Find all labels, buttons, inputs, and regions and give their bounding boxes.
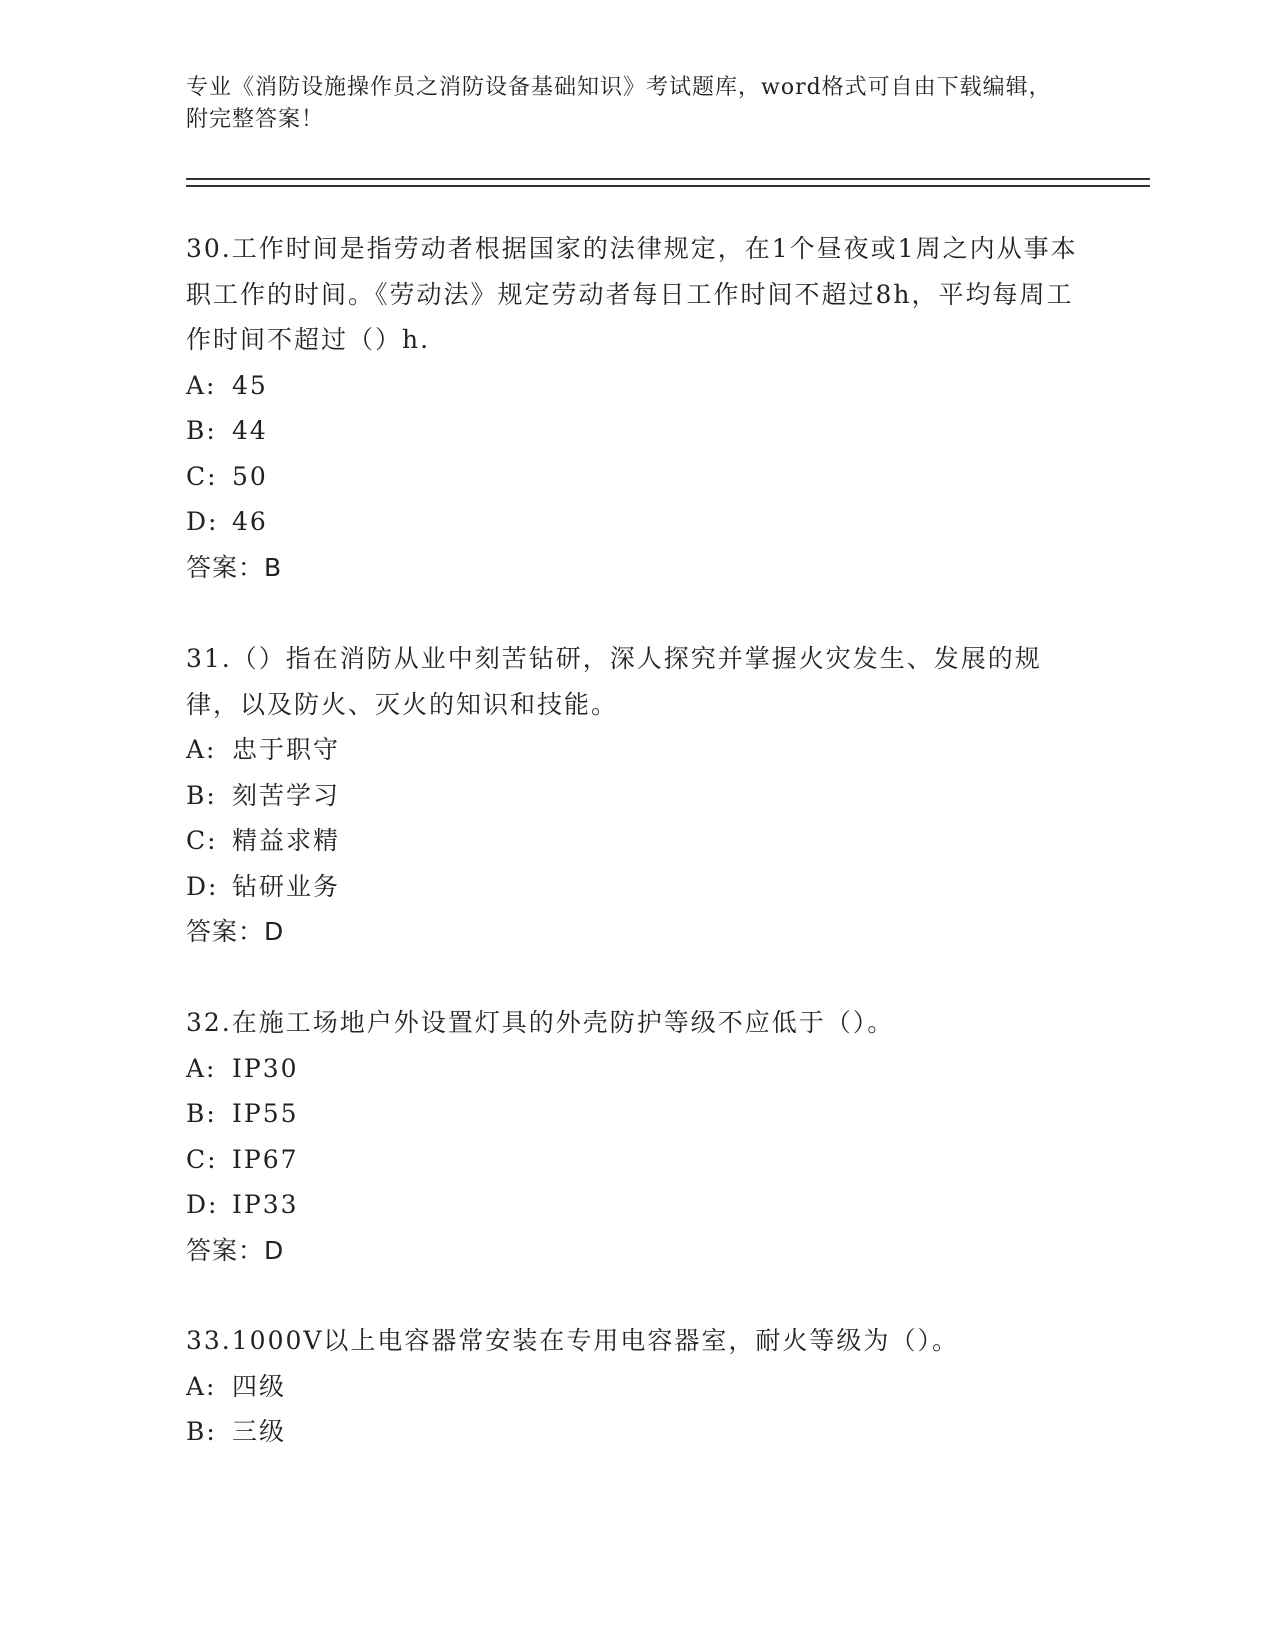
option-d [186,1182,1086,1228]
option-letter: C: [186,1144,218,1174]
option-text: 刻苦学习 [232,780,341,810]
question-stem: 31.（）指在消防从业中刻苦钻研，深人探究并掌握火灾发生、发展的规律，以及防火、灭火的知识和技能。 [186,644,1042,719]
option-a [186,727,1086,773]
option-text: 四级 [232,1371,287,1401]
option-letter: B: [186,1417,217,1446]
option-letter: B: [186,416,217,445]
option-letter: A: [186,1371,217,1401]
document-header: 专业《消防设施操作员之消防设备基础知识》考试题库，word格式可自由下载编辑，附完整答案！ [186,75,1052,132]
option-letter: D: [186,507,219,536]
answer-line: 答案：D [186,1235,285,1265]
option-text: 45 [232,370,268,400]
option-letter: D: [186,1190,219,1219]
option-text: 三级 [232,1417,287,1446]
option-c [186,1137,1086,1183]
option-b [186,1091,1086,1137]
option-text: IP55 [232,1099,299,1128]
option-c [186,818,1086,864]
option-letter: A: [186,735,217,764]
option-text: IP33 [232,1190,299,1219]
option-b [186,773,1086,819]
answer-line: 答案：B [186,552,283,582]
option-c [186,454,1086,500]
option-letter: B: [186,780,217,810]
option-d [186,499,1086,545]
option-a [186,1046,1086,1092]
option-text: 44 [232,416,268,445]
option-text: 精益求精 [232,826,341,855]
option-text: 钻研业务 [232,871,341,901]
option-text: IP67 [232,1144,299,1174]
option-text: 50 [232,461,268,491]
option-a [186,1364,1086,1410]
question-stem: 33.1000V以上电容器常安装在专用电容器室，耐火等级为（）。 [186,1326,959,1355]
question-32 [186,1000,1086,1273]
option-letter: C: [186,826,218,855]
option-text: IP30 [232,1053,299,1083]
question-33 [186,1318,1086,1455]
header-double-rule [186,178,1150,187]
option-letter: C: [186,461,218,491]
option-a [186,363,1086,409]
question-stem: 30.工作时间是指劳动者根据国家的法律规定，在1个昼夜或1周之内从事本职工作的时间。《劳动法》规定劳动者每日工作时间不超过8h，平均每周工作时间不超过（）h. [186,234,1078,354]
question-stem: 32.在施工场地户外设置灯具的外壳防护等级不应低于（）。 [186,1008,895,1037]
answer-line: 答案：D [186,917,285,946]
option-letter: D: [186,871,219,901]
option-b [186,408,1086,454]
question-31 [186,636,1086,955]
option-text: 忠于职守 [232,735,341,764]
option-letter: A: [186,1053,217,1083]
option-letter: B: [186,1099,217,1128]
option-d [186,864,1086,910]
question-30 [186,226,1086,590]
option-text: 46 [232,507,268,536]
option-letter: A: [186,370,217,400]
option-b [186,1409,1086,1455]
